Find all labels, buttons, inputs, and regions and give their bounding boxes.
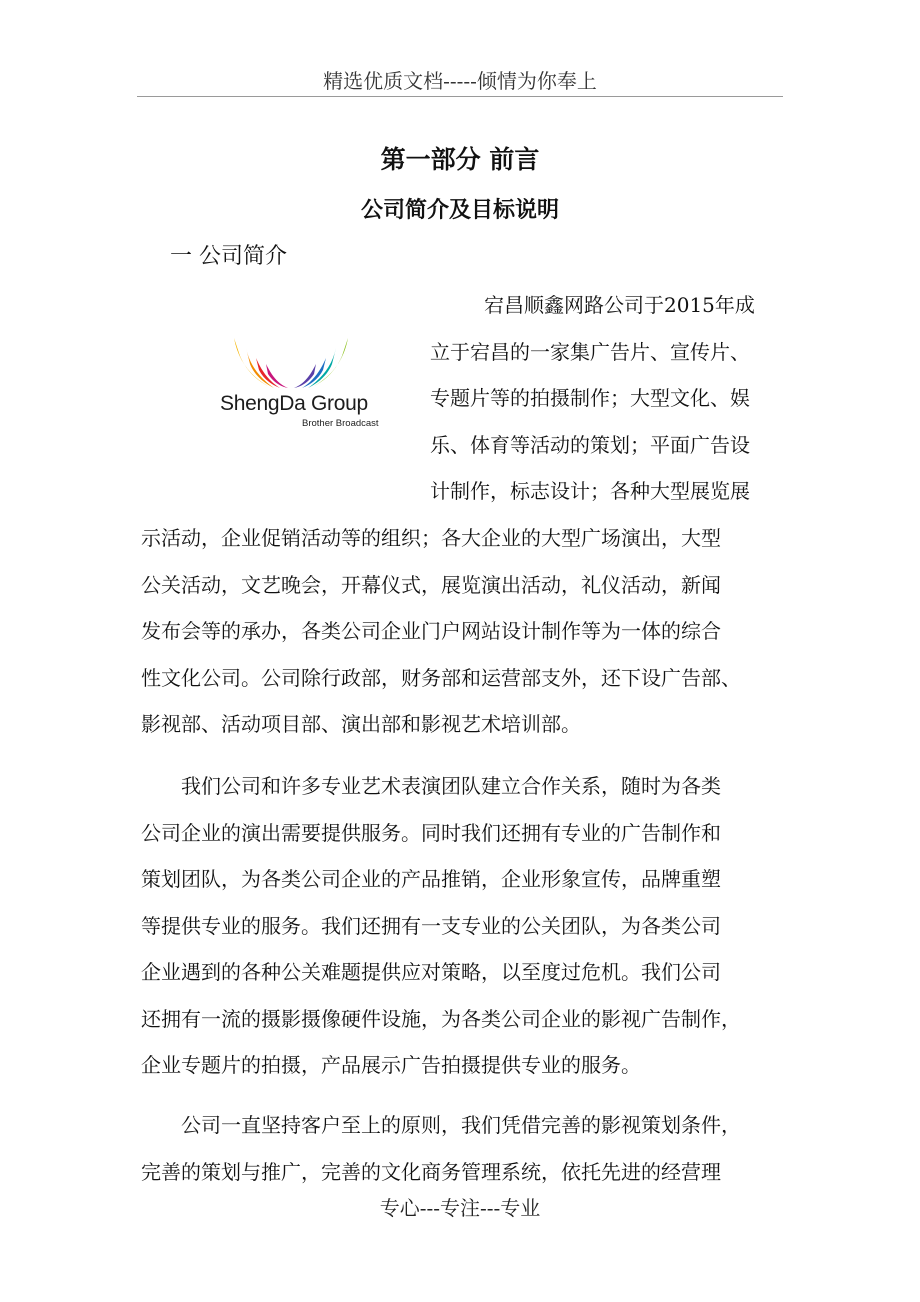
text-line: 公关活动，文艺晚会，开幕仪式，展览演出活动，礼仪活动，新闻 [141, 572, 721, 597]
text-line: 专题片等的拍摄制作；大型文化、娱 [430, 386, 750, 410]
logo-tagline: Brother Broadcast [302, 418, 379, 429]
logo-swoosh-icon [216, 330, 396, 400]
text-line: 影视部、活动项目部、演出部和影视艺术培训部。 [141, 712, 581, 736]
text-line: 等提供专业的服务。我们还拥有一支专业的公关团队，为各类公司 [141, 913, 721, 938]
text-line: 还拥有一流的摄影摄像硬件设施，为各类公司企业的影视广告制作， [141, 1006, 741, 1031]
page-header: 精选优质文档-----倾情为你奉上 [137, 66, 783, 97]
text-line: 发布会等的承办，各类公司企业门户网站设计制作等为一体的综合 [141, 619, 721, 643]
text-line: 完善的策划与推广，完善的文化商务管理系统，依托先进的经营理 [141, 1159, 721, 1184]
text-line: 策划团队，为各类公司企业的产品推销，企业形象宣传，品牌重塑 [141, 867, 721, 891]
text-line: 企业专题片的拍摄，产品展示广告拍摄提供专业的服务。 [141, 1053, 641, 1077]
text-line: 性文化公司。公司除行政部，财务部和运营部支外，还下设广告部、 [141, 665, 741, 690]
text-line: 示活动，企业促销活动等的组织；各大企业的大型广场演出，大型 [141, 526, 721, 550]
company-logo [216, 330, 396, 440]
text-line: 公司一直坚持客户至上的原则，我们凭借完善的影视策划条件， [181, 1113, 741, 1137]
section-heading: 一 公司简介 [170, 244, 287, 269]
intro-paragraph-continued [141, 515, 781, 748]
logo-wordmark: ShengDa Group [220, 392, 368, 415]
intro-paragraph-wrapped [430, 282, 780, 515]
text-line: 公司企业的演出需要提供服务。同时我们还拥有专业的广告制作和 [141, 820, 721, 845]
text-line: 企业遇到的各种公关难题提供应对策略，以至度过危机。我们公司 [141, 960, 721, 984]
part-title: 第一部分 前言 [380, 145, 540, 174]
principles-paragraph [141, 1102, 781, 1195]
section-title: 公司简介及目标说明 [360, 197, 559, 223]
text-line: 计制作，标志设计；各种大型展览展 [430, 479, 750, 503]
text-line: 我们公司和许多专业艺术表演团队建立合作关系，随时为各类 [181, 774, 721, 798]
text-line: 乐、体育等活动的策划；平面广告设 [430, 432, 750, 457]
page-footer: 专心---专注---专业 [379, 1196, 541, 1220]
text-line: 立于宕昌的一家集广告片、宣传片、 [430, 339, 750, 364]
services-paragraph [141, 763, 781, 1089]
text-line: 宕昌顺鑫网路公司于2015年成 [484, 293, 755, 317]
